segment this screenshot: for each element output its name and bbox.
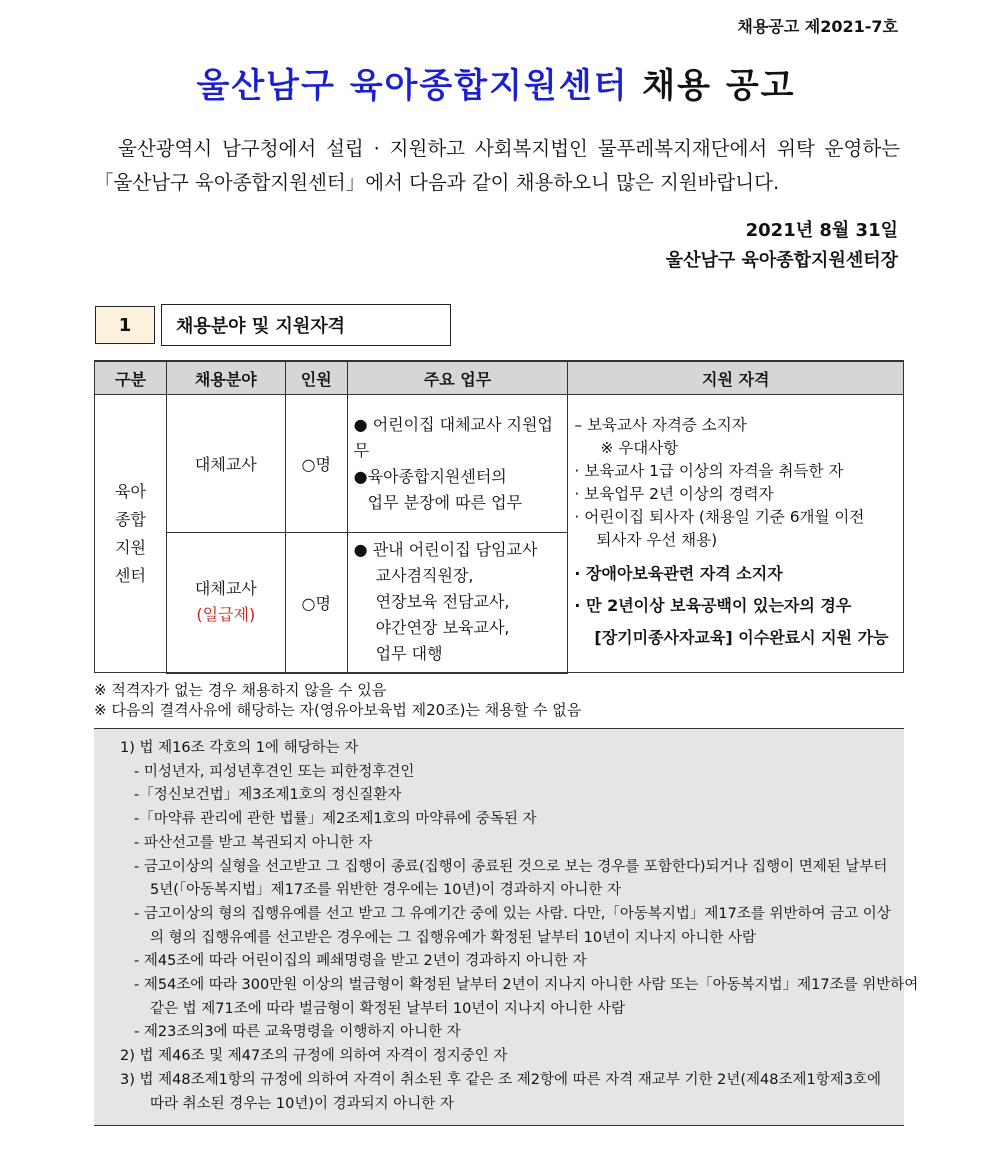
header-duties: 주요 업무: [347, 361, 568, 395]
disq-line: -「마약류 관리에 관한 법률」제2조제1호의 마약류에 중독된 자: [134, 811, 537, 828]
count-cell: ○명: [285, 533, 347, 673]
count-cell: ○명: [285, 395, 347, 533]
intro-paragraph: [94, 132, 900, 200]
duties-cell: [347, 533, 568, 673]
header-count: 인원: [285, 361, 347, 395]
qual-line: 퇴사자 우선 채용): [596, 530, 718, 549]
header-category: 구분: [95, 361, 167, 395]
section-number: 1: [95, 306, 155, 344]
title-suffix: 채용 공고: [642, 66, 796, 106]
field-name: 대체교사: [194, 579, 257, 599]
date-block: [666, 216, 898, 276]
disq-line: - 금고이상의 실형을 선고받고 그 집행이 종료(집행이 종료된 것으로 보는 경우를 포함한다)되거나 집행이 면제된 날부터: [134, 858, 888, 875]
title-center-name: 울산남구 육아종합지원센터: [196, 66, 629, 106]
table-row: [95, 395, 904, 533]
section-title: 채용분야 및 지원자격: [161, 304, 451, 346]
disq-line: 2) 법 제46조 및 제47조의 규정에 의하여 자격이 정지중인 자: [120, 1048, 508, 1065]
notice-date: 2021년 8월 31일: [745, 220, 898, 241]
disq-line: 5년(「아동복지법」제17조를 위반한 경우에는 10년)이 경과하지 아니한 자: [150, 882, 622, 899]
category-cell: 육아 종합 지원 센터: [95, 395, 167, 673]
duty-line: ● 어린이집 대체교사 지원업무: [353, 414, 553, 460]
notes: [94, 680, 581, 720]
note-line: ※ 적격자가 없는 경우 채용하지 않을 수 있음: [94, 681, 387, 699]
field-cell: [166, 395, 285, 533]
header-field: 채용분야: [166, 361, 285, 395]
disq-line: 따라 취소된 경우는 10년)이 경과되지 아니한 자: [150, 1095, 454, 1112]
intro-text: 울산광역시 남구청에서 설립 · 지원하고 사회복지법인 물푸레복지재단에서 위탁 운영하는 「울산남구 육아종합지원센터」에서 다음과 같이 채용하오니 많은 지원바랍니다.: [94, 137, 900, 194]
note-line: ※ 다음의 결격사유에 해당하는 자(영유아보육법 제20조)는 채용할 수 없음: [94, 701, 582, 719]
header-qualifications: 지원 자격: [568, 361, 904, 395]
disq-line: - 금고이상의 형의 집행유예를 선고 받고 그 유예기간 중에 있는 사람. 다만,「아동복지법」제17조를 위반하여 금고 이상: [134, 905, 891, 922]
disq-line: 의 형의 집행유예를 선고받은 경우에는 그 집행유예가 확정된 날부터 10년이 지나지 아니한 사람: [150, 929, 757, 946]
qual-line: · 보육교사 1급 이상의 자격을 취득한 자: [574, 461, 844, 480]
duty-line: ● 관내 어린이집 담임교사: [353, 540, 538, 560]
duty-line: ●육아종합지원센터의: [353, 466, 507, 486]
disq-line: 1) 법 제16조 각호의 1에 해당하는 자: [120, 740, 359, 756]
qualifications-cell: [568, 395, 904, 673]
disq-line: - 미성년자, 피성년후견인 또는 피한정후견인: [134, 763, 415, 780]
disq-line: -「정신보건법」제3조제1호의 정신질환자: [134, 787, 402, 804]
disq-line: - 파산선고를 받고 복권되지 아니한 자: [134, 834, 373, 851]
duty-line: 업무 대행: [375, 644, 443, 664]
disqualification-box: [94, 728, 919, 1126]
recruitment-table: [94, 360, 904, 674]
disq-line: 같은 법 제71조에 따라 벌금형이 확정된 날부터 10년이 지나지 아니한 사람: [150, 1000, 626, 1017]
disq-line: - 제54조에 따라 300만원 이상의 벌금형이 확정된 날부터 2년이 지나지 아니한 사람 또는「아동복지법」제17조를 위반하여: [134, 977, 919, 994]
field-name: 대체교사: [194, 455, 257, 474]
qual-line: ※ 우대사항: [600, 438, 679, 457]
notice-number: 채용공고 제2021-7호: [737, 17, 898, 36]
issuer: 울산남구 육아종합지원센터장: [665, 250, 898, 271]
qual-bold-line: [장기미종사자교육] 이수완료시 지원 가능: [594, 627, 889, 647]
duty-line: 야간연장 보육교사,: [375, 618, 510, 638]
qual-line: · 보육업무 2년 이상의 경력자: [574, 484, 774, 503]
disq-line: 3) 법 제48조제1항의 규정에 의하여 자격이 취소된 후 같은 조 제2항에 따른 자격 재교부 기한 2년(제48조제1항제3호에: [120, 1071, 881, 1088]
duties-cell: [347, 395, 568, 533]
qual-line: · 어린이집 퇴사자 (채용일 기준 6개월 이전: [574, 507, 865, 526]
duty-line: 업무 분장에 따른 업무: [367, 492, 523, 512]
disq-line: - 제45조에 따라 어린이집의 폐쇄명령을 받고 2년이 경과하지 아니한 자: [134, 953, 587, 970]
table-header-row: [95, 361, 904, 395]
field-cell: [166, 533, 285, 673]
disq-line: - 제23조의3에 따른 교육명령을 이행하지 아니한 자: [134, 1024, 461, 1041]
duty-line: 연장보육 전담교사,: [375, 592, 510, 612]
qual-bold-line: · 장애아보육관련 자격 소지자: [574, 563, 783, 583]
qual-line: – 보육교사 자격증 소지자: [574, 415, 747, 434]
page-title: [0, 58, 992, 107]
field-subtitle: (일급제): [196, 605, 256, 625]
duty-line: 교사겸직원장,: [375, 566, 474, 586]
qual-bold-line: · 만 2년이상 보육공백이 있는자의 경우: [574, 595, 852, 615]
